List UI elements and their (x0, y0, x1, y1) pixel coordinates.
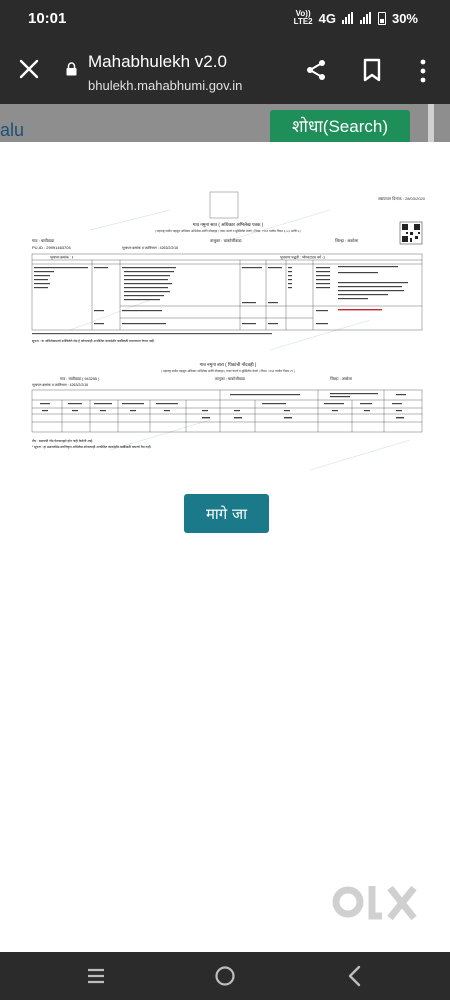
form12-entry: भूमापन क्रमांक व उपविभाग : 4263/2/2/16 (32, 383, 89, 387)
doc-tenure: भूधारणा पद्धती : भोगवटादार वर्ग -1 (280, 255, 326, 260)
doc-entry: भूमापन क्रमांक व उपविभाग : 4263/2/2/16 (122, 246, 179, 250)
signal-icon-2 (360, 12, 372, 24)
table-footer-line (32, 333, 272, 334)
crops-table-text (40, 393, 406, 418)
form12-subtitle: [ महाराष्ट्र जमीन महसूल अधिकार अभिलेख आणि नोंदवह्या ( तयार करणे व सुस्थितीत ठेवणे ) नियम, १९७१ यातील नियम २९ ] (161, 369, 295, 373)
form12-taluka: तालुका : चाकोजीवाडा (215, 377, 245, 381)
doc-date: अद्ययावत दिनांक : 28/03/2020 (377, 196, 425, 201)
doc-title: गाव नमुना सात ( अधिकार अभिलेख पत्रक ) (192, 222, 264, 227)
close-icon[interactable] (18, 58, 40, 80)
crops-table (32, 390, 422, 432)
qr-code-icon (400, 222, 422, 244)
battery-icon (378, 12, 386, 25)
rights-table (32, 254, 422, 330)
back-button[interactable]: मागे जा (184, 494, 269, 533)
recents-icon[interactable] (84, 964, 108, 988)
doc-taluka: तालुका : चाकोजीवाडा (210, 238, 242, 243)
olx-watermark-logo (330, 880, 420, 940)
lock-icon (66, 62, 77, 76)
form12-title: गाव नमुना बारा ( पिकांची नोंदवही ) (199, 362, 257, 367)
network-type: 4G (318, 10, 336, 26)
battery-percent: 30% (391, 10, 418, 26)
page-scrollbar (428, 104, 434, 142)
status-time: 10:01 (28, 10, 67, 27)
browser-toolbar (0, 38, 450, 104)
doc-footer: टीप : बदलाची नोंद फेरफारद्वारे होत नाही केलेली आहे. (32, 439, 94, 443)
background-page (0, 104, 450, 142)
photo-placeholder (210, 192, 238, 218)
red-remark (338, 309, 382, 310)
table-text-lines (34, 266, 408, 324)
land-record-document (30, 190, 426, 500)
system-nav-bar (0, 952, 450, 1000)
form12-district: जिल्हा : अकोला (330, 377, 352, 381)
home-icon[interactable] (213, 964, 237, 988)
doc-footer-2: * सूचना : हा डाउनलोडेड संगणिकृत अभिलेख कोणत्याही अनपेक्षित कायदेशीर बाबींसाठी वापरणे वैध नाही. (32, 445, 152, 449)
status-icons (294, 10, 418, 26)
bookmark-icon[interactable] (362, 58, 382, 82)
web-content (0, 104, 450, 952)
doc-village: गाव : चावीवाडा (32, 238, 55, 243)
signal-icon (342, 12, 354, 24)
doc-survey-no: भूमापन क्रमांक : १ (50, 255, 74, 260)
background-text: alu (0, 120, 25, 140)
search-button: शोधा(Search) (270, 110, 410, 144)
doc-puid: PU-ID : 29991463704 (32, 245, 71, 250)
form12-village: गाव : चावीवाडा ( 943255 ) (60, 377, 100, 381)
doc-district: जिल्हा : अकोला (335, 238, 359, 243)
doc-note: सूचना : या अधिलेखामध्ये दर्शविलेले क्षेत्र हे कोणत्याही अनपेक्षित कायदेशीर बाबींसाठी वापरण्यात येणार नाही. (32, 339, 155, 343)
share-icon[interactable] (304, 58, 328, 82)
document-popup (0, 142, 450, 952)
page-title: Mahabhulekh v2.0 (88, 52, 227, 71)
back-icon[interactable] (343, 964, 367, 988)
status-bar (0, 0, 450, 38)
doc-subtitle: [ महाराष्ट्र जमीन महसूल अधिकार अभिलेख आणि नोंदवह्या ( तयार करणे व सुस्थितीत ठेवणे ) नियम, १९७१ यातील नियम ३,५,६ आणि ७ ] (155, 229, 301, 233)
volte-indicator: Vo)) LTE2 (293, 9, 313, 26)
more-vert-icon[interactable] (414, 58, 432, 84)
page-url[interactable]: bhulekh.mahabhumi.gov.in (88, 78, 243, 93)
